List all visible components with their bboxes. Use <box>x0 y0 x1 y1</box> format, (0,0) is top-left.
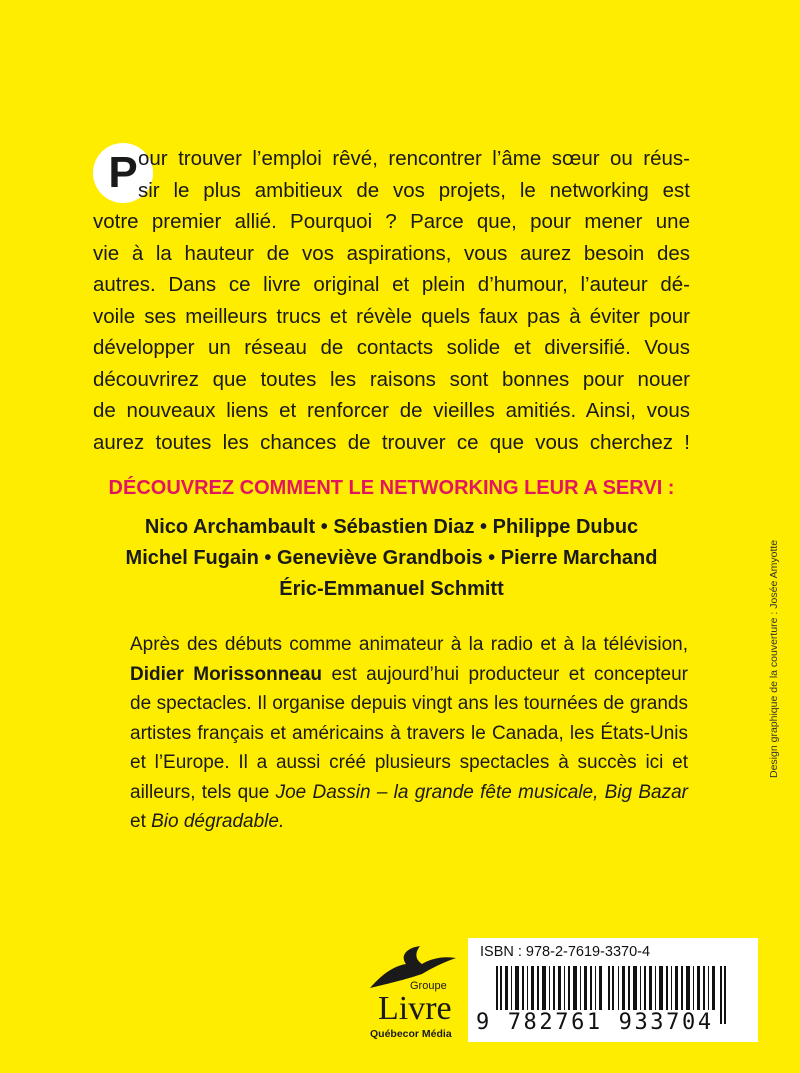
design-credit: Design graphique de la couverture : Josée Amyotte <box>768 539 780 778</box>
bio-text: ailleurs, tels que <box>130 781 276 803</box>
dropcap: P <box>93 143 153 203</box>
bio-line: et l’Europe. Il a aussi créé plusieurs spectacles à succès ici et <box>130 752 688 773</box>
publisher-logo <box>360 944 460 1044</box>
publisher-media: Québecor Média <box>370 1028 452 1040</box>
blurb-line: autres. Dans ce livre original et plein d’humour, l’auteur dé- <box>93 273 690 296</box>
blurb-line: voile ses meilleurs trucs et révèle quels faux pas à éviter pour <box>93 304 690 328</box>
blurb-line: our trouver l’emploi rêvé, rencontrer l’âme sœur ou réus- <box>138 147 690 170</box>
work-title: Joe Dassin – la grande fête musicale, Big Bazar <box>275 781 688 803</box>
isbn-label: ISBN : 978-2-7619-3370-4 <box>480 944 651 960</box>
bio-line: de spectacles. Il organise depuis vingt ans les tournées de grands <box>130 693 688 714</box>
featured-names <box>93 512 690 605</box>
names-row: Nico Archambault • Sébastien Diaz • Philippe Dubuc <box>144 516 639 538</box>
publisher-group: Groupe <box>410 980 447 992</box>
names-row: Éric-Emmanuel Schmitt <box>279 578 504 600</box>
bio-line: Après des débuts comme animateur à la radio et à la télévision, <box>130 634 688 655</box>
bio-line: artistes français et américains à travers le Canada, les États-Unis <box>130 722 688 744</box>
bio-text: et <box>130 811 152 832</box>
blurb-line: votre premier allié. Pourquoi ? Parce que, pour mener une <box>93 210 690 233</box>
blurb-paragraph <box>93 143 690 458</box>
blurb-line: vie à la hauteur de vos aspirations, vous aurez besoin des <box>93 241 690 265</box>
author-bio <box>130 630 688 837</box>
networking-heading: DÉCOUVREZ COMMENT LE NETWORKING LEUR A SERVI : <box>108 477 675 499</box>
blurb-line: découvrirez que toutes les raisons sont bonnes pour nouer <box>93 367 690 391</box>
bio-line <box>130 778 688 808</box>
blurb-line: développer un réseau de contacts solide et diversifié. Vous <box>93 336 690 359</box>
blurb-line: de nouveaux liens et renforcer de vieilles amitiés. Ainsi, vous <box>93 399 690 422</box>
barcode-panel <box>468 938 758 1042</box>
barcode-digits: 9 782761 933704 <box>476 1010 714 1035</box>
blurb-line: aurez toutes les chances de trouver ce que vous cherchez ! <box>93 430 690 454</box>
work-title: Bio dégradable. <box>151 811 285 832</box>
bio-line <box>130 660 688 690</box>
publisher-name: Livre <box>378 990 452 1027</box>
bio-text: est aujourd’hui producteur et concepteur <box>322 663 689 685</box>
blurb-line: sir le plus ambitieux de vos projets, le networking est <box>138 178 690 202</box>
names-row: Michel Fugain • Geneviève Grandbois • Pierre Marchand <box>125 547 658 569</box>
bio-line <box>130 807 688 837</box>
author-name: Didier Morissonneau <box>130 663 323 685</box>
